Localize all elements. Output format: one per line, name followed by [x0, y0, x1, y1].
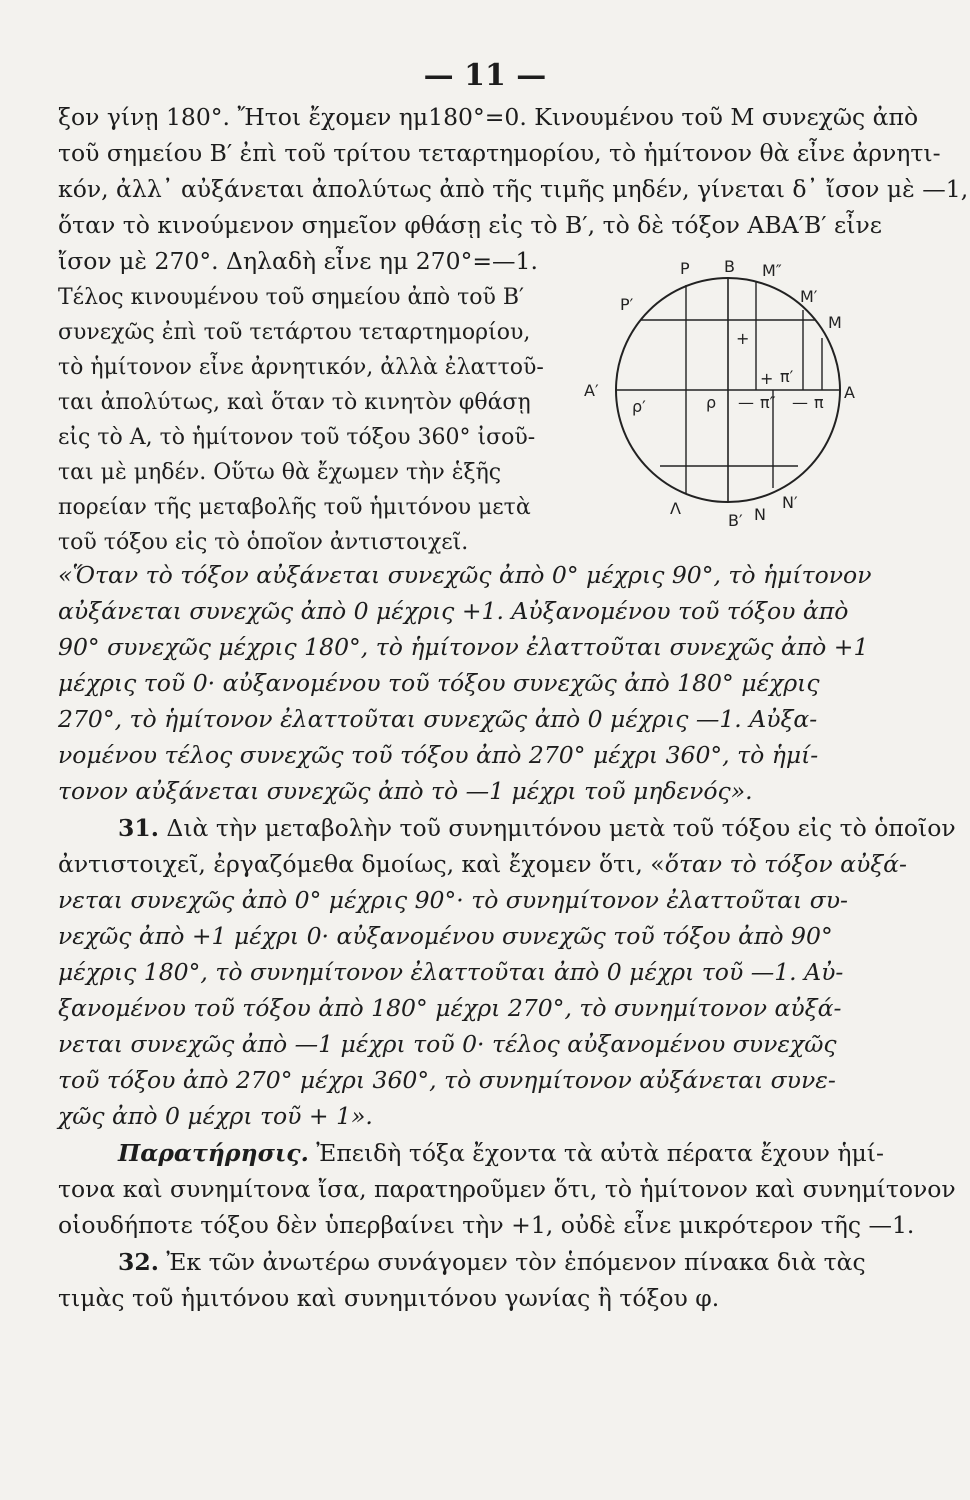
- unit-circle-figure: [578, 258, 878, 528]
- label-pi-prime: π′: [780, 367, 794, 386]
- label-N-prime: Ν′: [782, 493, 798, 512]
- text-line: τοῦ τόξου ἀπὸ 270° μέχρι 360°, τὸ συνημίτονον αὐξάνεται συνε-: [58, 1066, 836, 1094]
- label-B: Β: [724, 258, 735, 276]
- label-lambda: Λ: [670, 499, 681, 518]
- text-line: ὅταν τὸ κινούμενον σημεῖον φθάσῃ εἰς τὸ Β′, τὸ δὲ τόξον ΑΒΑ′Β′ εἶνε: [58, 211, 882, 239]
- label-M-double: Μ″: [762, 261, 782, 280]
- text-line: ξον γίνῃ 180°. Ἤτοι ἔχομεν ημ180°=0. Κινουμένου τοῦ Μ συνεχῶς ἀπὸ: [58, 103, 919, 131]
- label-pi: π: [814, 393, 824, 412]
- remark-text: Ἐπειδὴ τόξα ἔχοντα τὰ αὐτὰ πέρατα ἔχουν ἡμί-: [308, 1139, 884, 1167]
- section-number: 32.: [118, 1248, 159, 1276]
- section-31-second-line: [58, 849, 907, 879]
- text-line: τοῦ τόξου εἰς τὸ ὁποῖον ἀντιστοιχεῖ.: [58, 530, 469, 555]
- text-line: ξανομένου τοῦ τόξου ἀπὸ 180° μέχρι 270°, τὸ συνημίτονον αὐξά-: [58, 994, 842, 1022]
- section-text: ἀντιστοιχεῖ, ἐργαζόμεθα δμοίως, καὶ ἔχομεν ὅτι, «: [58, 850, 665, 878]
- text-line: αὐξάνεται συνεχῶς ἀπὸ 0 μέχρις +1. Αὐξανομένου τοῦ τόξου ἀπὸ: [58, 597, 849, 625]
- text-line: μέχρις 180°, τὸ συνημίτονον ἐλαττοῦται ἀπὸ 0 μέχρι τοῦ —1. Αὐ-: [58, 958, 844, 986]
- text-line: ἴσον μὲ 270°. Δηλαδὴ εἶνε ημ 270°=—1.: [58, 247, 538, 275]
- text-line: 270°, τὸ ἡμίτονον ἐλαττοῦται συνεχῶς ἀπὸ 0 μέχρις —1. Αὐξα-: [58, 705, 818, 733]
- text-line: τονα καὶ συνημίτονα ἴσα, παρατηροῦμεν ὅτι, τὸ ἡμίτονον καὶ συνημίτονον: [58, 1175, 956, 1203]
- page-number: — 11 —: [423, 58, 547, 93]
- section-text: Διὰ τὴν μεταβολὴν τοῦ συνημιτόνου μετὰ τοῦ τόξου εἰς τὸ ὁποῖον: [166, 814, 956, 842]
- label-rho: ρ: [706, 393, 717, 412]
- text-line: νεται συνεχῶς ἀπὸ —1 μέχρι τοῦ 0· τέλος αὐξανομένου συνεχῶς: [58, 1030, 837, 1058]
- section-text-italic: ὅταν τὸ τόξον αὐξά-: [664, 850, 907, 878]
- label-P-prime: Ρ′: [620, 295, 634, 314]
- text-line: μέχρις τοῦ 0· αὐξανομένου τοῦ τόξου συνεχῶς ἀπὸ 180° μέχρις: [58, 669, 820, 697]
- label-M-prime: Μ′: [800, 287, 818, 306]
- text-line: κόν, ἀλλ᾽ αὐξάνεται ἀπολύτως ἀπὸ τῆς τιμῆς μηδέν, γίνεται δ᾽ ἴσον μὲ —1,: [58, 175, 969, 203]
- remark-label: Παρατήρησις.: [118, 1139, 309, 1167]
- text-line: ται ἀπολύτως, καὶ ὅταν τὸ κινητὸν φθάσῃ: [58, 390, 531, 415]
- text-line: τὸ ἡμίτονον εἶνε ἀρνητικόν, ἀλλὰ ἐλαττοῦ-: [58, 355, 544, 380]
- remark-first-line: [118, 1138, 884, 1168]
- label-minus-a: —: [738, 393, 754, 412]
- label-minus-b: —: [792, 393, 808, 412]
- section-31-first-line: [118, 813, 956, 843]
- text-line: πορείαν τῆς μεταβολῆς τοῦ ἡμιτόνου μετὰ: [58, 495, 531, 520]
- section-text: Ἐκ τῶν ἀνωτέρω συνάγομεν τὸν ἑπόμενον πίνακα διὰ τὰς: [158, 1248, 866, 1276]
- text-line: οἱουδήποτε τόξου δὲν ὑπερβαίνει τὴν +1, οὐδὲ εἶνε μικρότερον τῆς —1.: [58, 1211, 915, 1239]
- text-line: τιμὰς τοῦ ἡμιτόνου καὶ συνημιτόνου γωνίας ἢ τόξου φ.: [58, 1284, 720, 1312]
- text-line: νομένου τέλος συνεχῶς τοῦ τόξου ἀπὸ 270° μέχρι 360°, τὸ ἡμί-: [58, 741, 819, 769]
- label-pi-double: π″: [760, 393, 776, 412]
- label-plus-lower: +: [760, 369, 774, 388]
- label-A-prime: Α′: [584, 381, 599, 400]
- text-line: Τέλος κινουμένου τοῦ σημείου ἀπὸ τοῦ Β′: [58, 285, 525, 310]
- text-line: 90° συνεχῶς μέχρις 180°, τὸ ἡμίτονον ἐλαττοῦται συνεχῶς ἀπὸ +1: [58, 633, 869, 661]
- text-line: εἰς τὸ Α, τὸ ἡμίτονον τοῦ τόξου 360° ἰσοῦ-: [58, 425, 536, 450]
- label-rho-prime: ρ′: [632, 397, 646, 416]
- text-line: νεται συνεχῶς ἀπὸ 0° μέχρις 90°· τὸ συνημίτονον ἐλαττοῦται συ-: [58, 886, 848, 914]
- text-line: τοῦ σημείου Β′ ἐπὶ τοῦ τρίτου τεταρτημορίου, τὸ ἡμίτονον θὰ εἶνε ἀρνητι-: [58, 139, 941, 167]
- section-number: 31.: [118, 814, 159, 842]
- text-line: τονον αὐξάνεται συνεχῶς ἀπὸ τὸ —1 μέχρι τοῦ μηδενός».: [58, 777, 753, 805]
- text-line: ται μὲ μηδέν. Οὕτω θὰ ἔχωμεν τὴν ἑξῆς: [58, 460, 502, 485]
- label-P: Ρ: [680, 259, 690, 278]
- label-N: Ν: [754, 505, 766, 524]
- label-M: Μ: [828, 313, 842, 332]
- text-line: χῶς ἀπὸ 0 μέχρι τοῦ + 1».: [58, 1102, 373, 1130]
- text-line: νεχῶς ἀπὸ +1 μέχρι 0· αὐξανομένου συνεχῶς τοῦ τόξου ἀπὸ 90°: [58, 922, 833, 950]
- label-B-prime: Β′: [728, 511, 743, 528]
- label-plus-upper: +: [736, 329, 750, 348]
- label-A: Α: [844, 383, 855, 402]
- text-line: συνεχῶς ἐπὶ τοῦ τετάρτου τεταρτημορίου,: [58, 320, 531, 345]
- text-line: «Ὅταν τὸ τόξον αὐξάνεται συνεχῶς ἀπὸ 0° μέχρις 90°, τὸ ἡμίτονον: [58, 561, 872, 589]
- section-32-first-line: [118, 1247, 866, 1277]
